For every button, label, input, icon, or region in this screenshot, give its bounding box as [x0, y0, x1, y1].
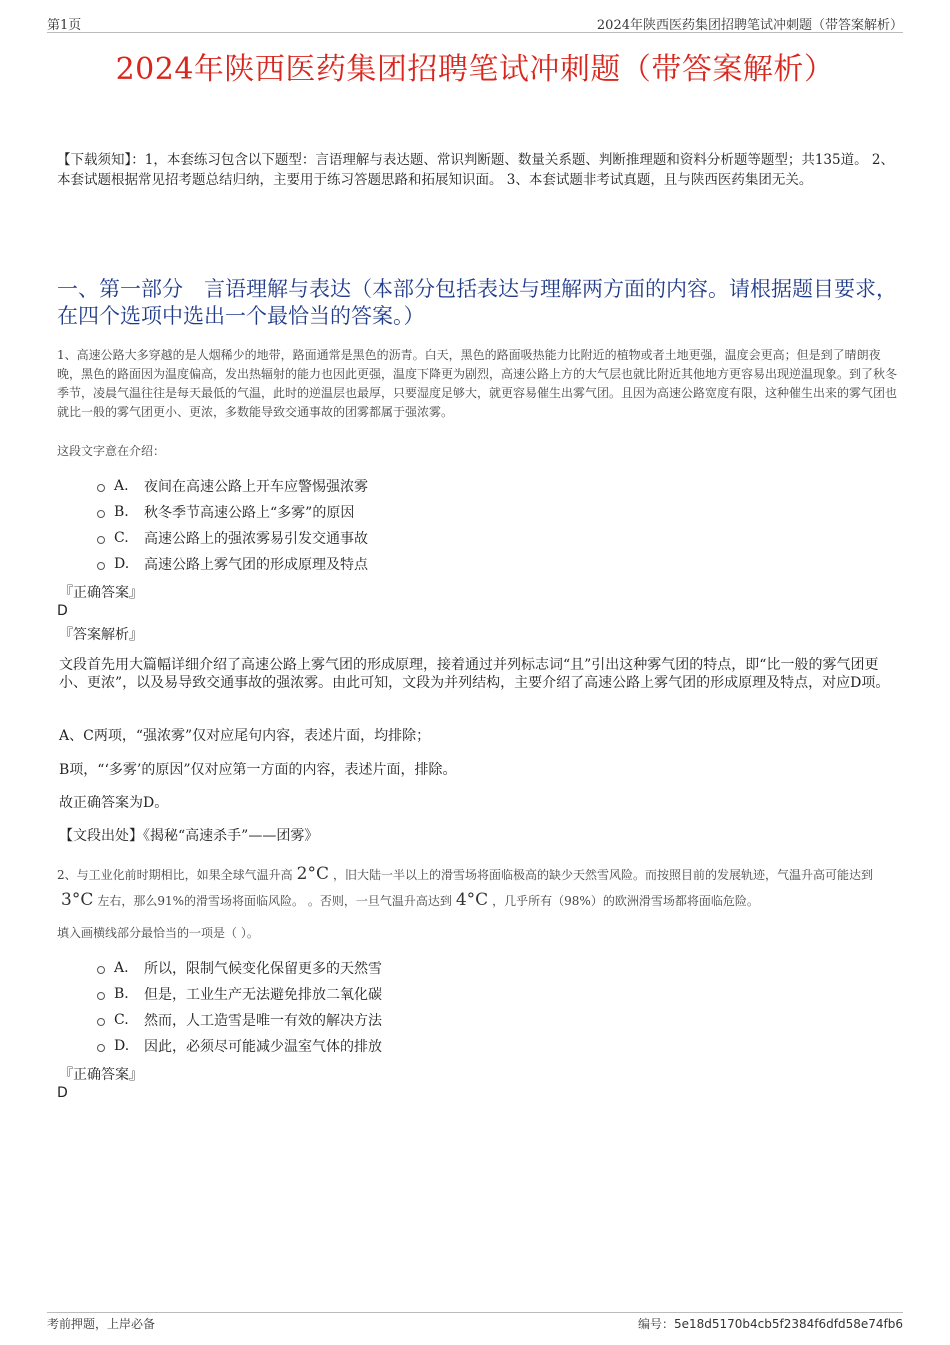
radio-icon[interactable] [97, 992, 105, 1000]
radio-icon[interactable] [97, 484, 105, 492]
option-letter: C. [114, 1012, 129, 1028]
q1-analysis-paragraph: 文段首先用大篇幅详细介绍了高速公路上雾气团的形成原理，接着通过并列标志词“且”引出这种雾气团的特点，即“比一般的雾气团更小、更浓”，以及易导致交通事故的强浓雾。由此可知，文段为并列结构，主要介绍了高速公路上雾气团的形成原理及特点，对应D项。 [59, 657, 890, 691]
q1-option-b[interactable] [97, 502, 354, 522]
q1-analysis-paragraph: B项，“‘多雾’的原因”仅对应第一方面的内容，表述片面，排除。 [59, 762, 457, 778]
radio-icon[interactable] [97, 510, 105, 518]
q1-analysis-paragraph: 故正确答案为D。 [59, 795, 169, 811]
radio-icon[interactable] [97, 1044, 105, 1052]
page-title: 2024年陕西医药集团招聘笔试冲刺题（带答案解析） [115, 52, 835, 87]
radio-icon[interactable] [97, 966, 105, 974]
q2-option-d[interactable] [97, 1036, 382, 1056]
q1-source: 【文段出处】《揭秘“高速杀手”——团雾》 [59, 828, 319, 844]
option-letter: A. [114, 478, 129, 494]
option-text: 所以，限制气候变化保留更多的天然雪 [144, 961, 382, 977]
header-doc-title: 2024年陕西医药集团招聘笔试冲刺题（带答案解析） [596, 18, 903, 33]
option-text: 高速公路上雾气团的形成原理及特点 [144, 557, 368, 573]
option-text: 秋冬季节高速公路上“多雾”的原因 [144, 505, 355, 521]
temperature-value: 3°C [61, 890, 94, 910]
q1-option-a[interactable] [97, 476, 368, 496]
q1-option-d[interactable] [97, 554, 368, 574]
q2-option-a[interactable] [97, 958, 382, 978]
option-letter: C. [114, 530, 129, 546]
radio-icon[interactable] [97, 562, 105, 570]
q2-answer-label: 『正确答案』 [59, 1067, 143, 1083]
download-notice: 【下载须知】：1，本套练习包含以下题型：言语理解与表达题、常识判断题、数量关系题、判断推理题和资料分析题等题型；共135道。 2、本套试题根据常见招考题总结归纳，主要用于练习答题思路和拓展知识面。 3、本套试题非考试真题，且与陕西医药集团无关。 [57, 152, 894, 188]
footer-doc-id: 编号：5e18d5170b4cb5f2384f6dfd58e74fb6 [637, 1317, 903, 1331]
radio-icon[interactable] [97, 536, 105, 544]
header-divider [47, 32, 903, 33]
q1-analysis-paragraph: A、C两项，“强浓雾”仅对应尾句内容，表述片面，均排除； [59, 728, 431, 744]
page-number: 第1页 [47, 18, 82, 33]
option-text: 夜间在高速公路上开车应警惕强浓雾 [144, 479, 368, 495]
option-letter: D. [114, 1038, 130, 1054]
option-letter: B. [114, 504, 129, 520]
option-letter: A. [114, 960, 129, 976]
q1-option-c[interactable] [97, 528, 368, 548]
radio-icon[interactable] [97, 1018, 105, 1026]
option-letter: B. [114, 986, 129, 1002]
footer-divider [47, 1312, 903, 1313]
q1-answer: D [57, 603, 68, 619]
q1-answer-label: 『正确答案』 [59, 585, 143, 601]
q2-answer: D [57, 1085, 68, 1101]
option-text: 高速公路上的强浓雾易引发交通事故 [144, 531, 368, 547]
question-1-prompt: 这段文字意在介绍： [57, 444, 166, 458]
option-text: 但是，工业生产无法避免排放二氧化碳 [144, 987, 382, 1003]
temperature-value: 2°C [296, 864, 329, 884]
temperature-value: 4°C [455, 890, 489, 910]
option-letter: D. [114, 556, 130, 572]
section-heading: 一、第一部分 言语理解与表达（本部分包括表达与理解两方面的内容。请根据题目要求，在四个选项中选出一个最恰当的答案。） [57, 277, 897, 328]
footer-slogan: 考前押题，上岸必备 [47, 1317, 156, 1331]
q1-analysis-label: 『答案解析』 [59, 627, 143, 643]
q2-option-c[interactable] [97, 1010, 382, 1030]
option-text: 然而，人工造雪是唯一有效的解决方法 [144, 1013, 382, 1029]
option-text: 因此，必须尽可能减少温室气体的排放 [144, 1039, 382, 1055]
question-2-text: 2、与工业化前时期相比，如果全球气温升高 2°C ，旧大陆一半以上的滑雪场将面临极高的缺少天然雪风险。而按照目前的发展轨迹，气温升高可能达到3°C 左右，那么91%的滑雪场将面临风险。 。否则，一旦气温升高达到 4°C ，几乎所有（98%）的欧洲滑雪场都将面临危险。 [57, 864, 873, 910]
question-2-prompt: 填入画横线部分最恰当的一项是（ ）。 [57, 926, 259, 940]
question-1-text: 1、高速公路大多穿越的是人烟稀少的地带，路面通常是黑色的沥青。白天，黑色的路面吸热能力比附近的植物或者土地更强，温度会更高；但是到了晴朗夜晚，黑色的路面因为温度偏高，发出热辐射的能力也因此更强，温度下降更为剧烈，高速公路上方的大气层也就比附近其他地方更容易出现逆温现象。到了秋冬季节，凌晨气温往往是每天最低的气温，此时的逆温层也最厚，只要湿度足够大，就更容易催生出雾气团。且因为高速公路宽度有限，这种催生出来的雾气团也就比一般的雾气团更小、更浓，多数能导致交通事故的团雾都属于强浓雾。 [57, 348, 898, 419]
q2-option-b[interactable] [97, 984, 382, 1004]
